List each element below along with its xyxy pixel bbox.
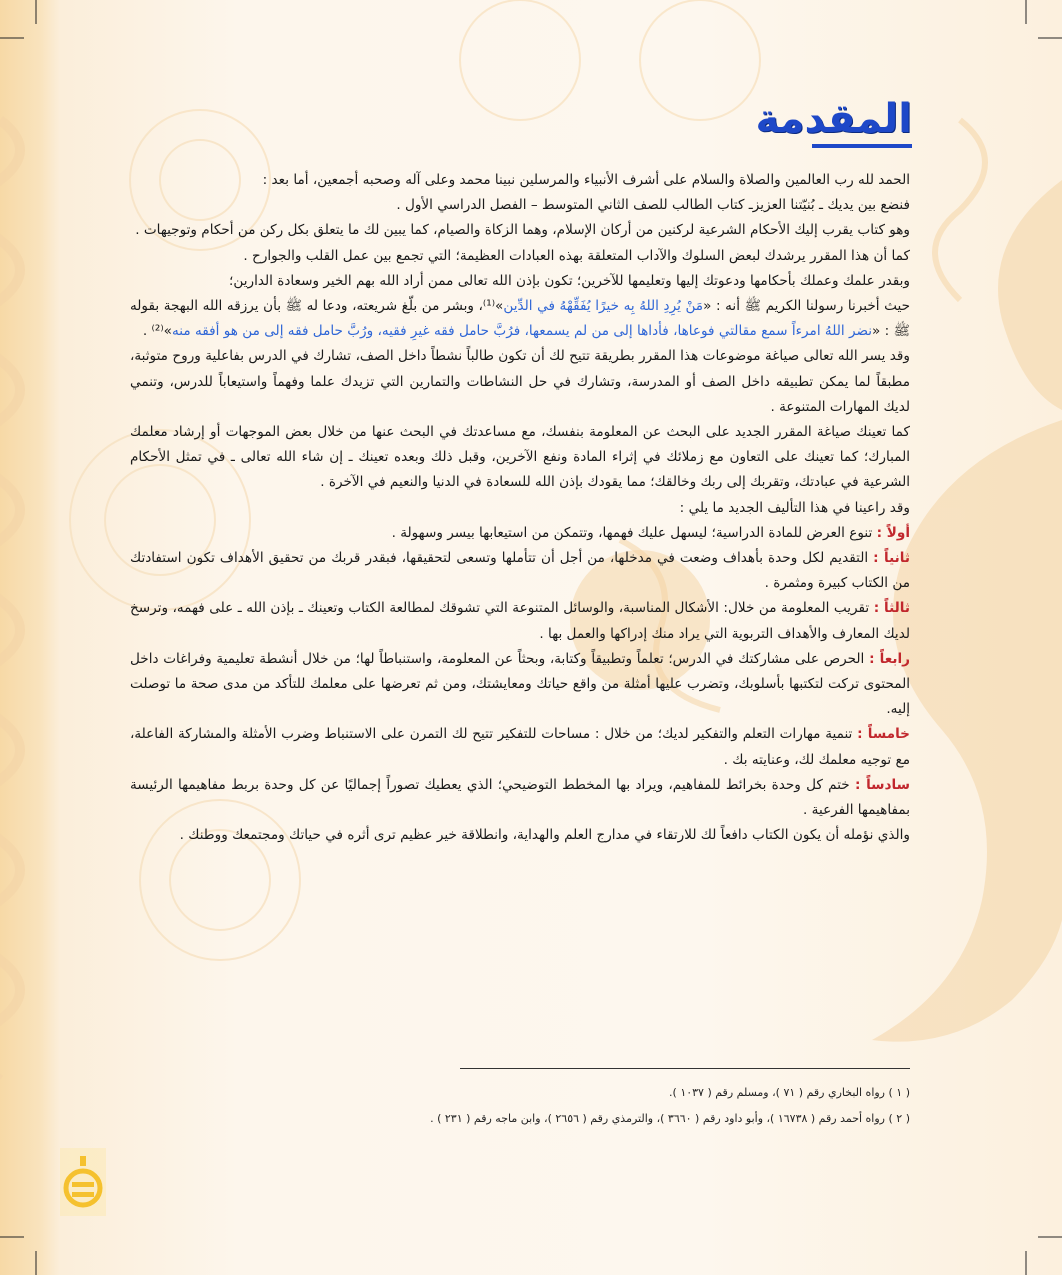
paragraph: الحمد لله رب العالمين والصلاة والسلام على أشرف الأنبياء والمرسلين نبينا محمد وعلى آله وصحبه أجمعين، أما بعد : <box>262 172 910 188</box>
paragraph: وبقدر علمك وعملك بأحكامها ودعوتك إليها وتعليمها للآخرين؛ تكون بإذن الله تعالى ممن أراد الله بهم الخير وسعادة الدارين؛ <box>229 272 910 289</box>
paragraph: وقد يسر الله تعالى صياغة موضوعات هذا المقرر بطريقة تتيح لك أن تكون طالباً نشطاً داخل الصف، تشارك في الدرس بفاعلية وروح متوثبة، مطبقاً لما يمكن تطبيقه داخل الصف أو المدرسة، وتشارك في حل النشاطات والتمارين التي تزيدك علما وفهماً واستيعاباً للدرس، وتنمي لديك المهارات المتنوعة . <box>130 348 910 415</box>
hadith-paragraph <box>130 294 910 344</box>
point-text: تقريب المعلومة من خلال: الأشكال المناسبة، والوسائل المتنوعة التي تشوقك لمطالعة الكتاب وتعينك ـ بإذن الله ـ على فهمه، وترسخ لديك المعارف والأهداف التربوية التي يراد منك إدراكها والعمل بها . <box>130 600 910 642</box>
point-label: رابعاً : <box>869 650 911 667</box>
point-text: الحرص على مشاركتك في الدرس؛ تعلماً وتطبيقاً وكتابة، وبحثاً عن المعلومة، واستنباطاً لها؛ من خلال أنشطة تعليمية وفراغات داخل المحتوى تركت لتكتبها بأسلوبك، وتضرب عليها أمثلة من واقع حياتك ومعايشتك، ومن ثم تعرضها على معلمك للتأكد من مدى صحة ما توصلت إليه. <box>130 650 910 718</box>
point-item <box>130 722 910 772</box>
hadith-text: ، وبشر من بلّغ شريعته، ودعا له ﷺ بأن يرزقه الله البهجة بقوله ﷺ : « <box>130 298 910 340</box>
point-text: تنمية مهارات التعلم والتفكير لديك؛ من خلال : مساحات للتفكير تتيح لك التمرن على الاستنباط وضرب الأمثلة والمشاركة الفاعلة، مع توجيه معلمك لك، وعنايته بك . <box>130 726 910 768</box>
footnote: ( ٢ ) رواه أحمد رقم ( ١٦٧٣٨ )، وأبو داود رقم ( ٣٦٦٠ )، والترمذي رقم ( ٢٦٥٦ )، وابن ماجه رقم ( ٢٣١ ) . <box>430 1112 910 1125</box>
paragraph: كما تعينك صياغة المقرر الجديد على البحث عن المعلومة بنفسك، مع مساعدتك في البحث عنها من خلال بعض الموجهات أو إرشاد معلمك المبارك؛ كما تعينك على التعاون مع زملائك في إثراء المادة ونفع الآخرين، وقبل ذلك وبعده تعينك ـ إن شاء الله تعالى ـ في تمثل الأحكام الشرعية في عبادتك، وتقربك إلى ربك وخالقك؛ مما يقودك بإذن الله للسعادة في الدنيا والنعيم في الآخرة . <box>130 424 910 491</box>
hadith-quote: نضر اللهُ امرءاً سمع مقالتي فوعاها، فأداها إلى من لم يسمعها، فرُبَّ حامل فقه غيرِ فقيه، ورُبَّ حامل فقه إلى من هو أفقه منه <box>172 323 873 340</box>
publisher-logo-icon <box>60 1148 106 1216</box>
footnotes <box>130 1080 910 1132</box>
point-label: سادساً : <box>854 776 910 793</box>
point-text: التقديم لكل وحدة بأهداف وضعت في مدخلها، من أجل أن تتأملها وتسعى لتحقيقها، فبقدر قربك من تحقيق الأهداف تكون استفادتك من الكتاب كبيرة ومثمرة . <box>130 550 910 592</box>
hadith-quote: مَنْ يُرِدِ اللهُ بِه خيرًا يُفَقِّهْهُ في الدِّين <box>503 298 704 315</box>
paragraph: وهو كتاب يقرب إليك الأحكام الشرعية لركنين من أركان الإسلام، وهما الزكاة والصيام، كما يبين لك ما يتعلق بكل ركن من أحكام وتوجيهات . <box>135 222 910 239</box>
point-item <box>130 647 910 723</box>
point-text: ختم كل وحدة بخرائط للمفاهيم، ويراد بها المخطط التوضيحي؛ الذي يعطيك تصوراً إجماليًا عن كل وحدة بربط مفاهيمها الرئيسة بمفاهيمها الفرعية . <box>130 776 910 819</box>
closing-paragraph: والذي نؤمله أن يكون الكتاب دافعاً لك للارتقاء في مدارج العلم والهداية، وانطلاقة خير عظيم ترى أثره في حياتك ومجتمعك ووطنك . <box>179 827 910 844</box>
footnote: ( ١ ) رواه البخاري رقم ( ٧١ )، ومسلم رقم ( ١٠٣٧ ). <box>669 1086 910 1099</box>
point-label: ثالثاً : <box>873 600 910 617</box>
page-title: المقدمة <box>755 96 912 142</box>
point-item <box>130 596 910 646</box>
point-item <box>130 521 910 546</box>
title-underline <box>812 144 912 148</box>
paragraph: كما أن هذا المقرر يرشدك لبعض السلوك والآداب المتعلقة بهذه العبادات العظيمة؛ التي تجمع بين عمل القلب والجوارح . <box>243 247 910 264</box>
point-item <box>130 546 910 596</box>
paragraph: فنضع بين يديك ـ بُنيّتنا العزيزـ كتاب الطالب للصف الثاني المتوسط – الفصل الدراسي الأول . <box>396 197 910 214</box>
footnote-divider <box>460 1068 910 1069</box>
introduction-body <box>130 168 910 848</box>
footnote-ref: »⁽¹⁾ <box>482 298 504 315</box>
point-item <box>130 773 910 823</box>
footnote-ref: »⁽²⁾ . <box>142 323 172 340</box>
paragraph: وقد راعينا في هذا التأليف الجديد ما يلي : <box>679 499 910 516</box>
point-label: أولاً : <box>876 524 910 541</box>
hadith-intro: حيث أخبرنا رسولنا الكريم ﷺ أنه : « <box>703 298 910 315</box>
point-text: تنوع العرض للمادة الدراسية؛ ليسهل عليك فهمها، وتتمكن من استيعابها بيسر وسهولة . <box>391 524 877 541</box>
point-label: خامساً : <box>857 726 910 743</box>
point-label: ثانياً : <box>873 550 910 567</box>
